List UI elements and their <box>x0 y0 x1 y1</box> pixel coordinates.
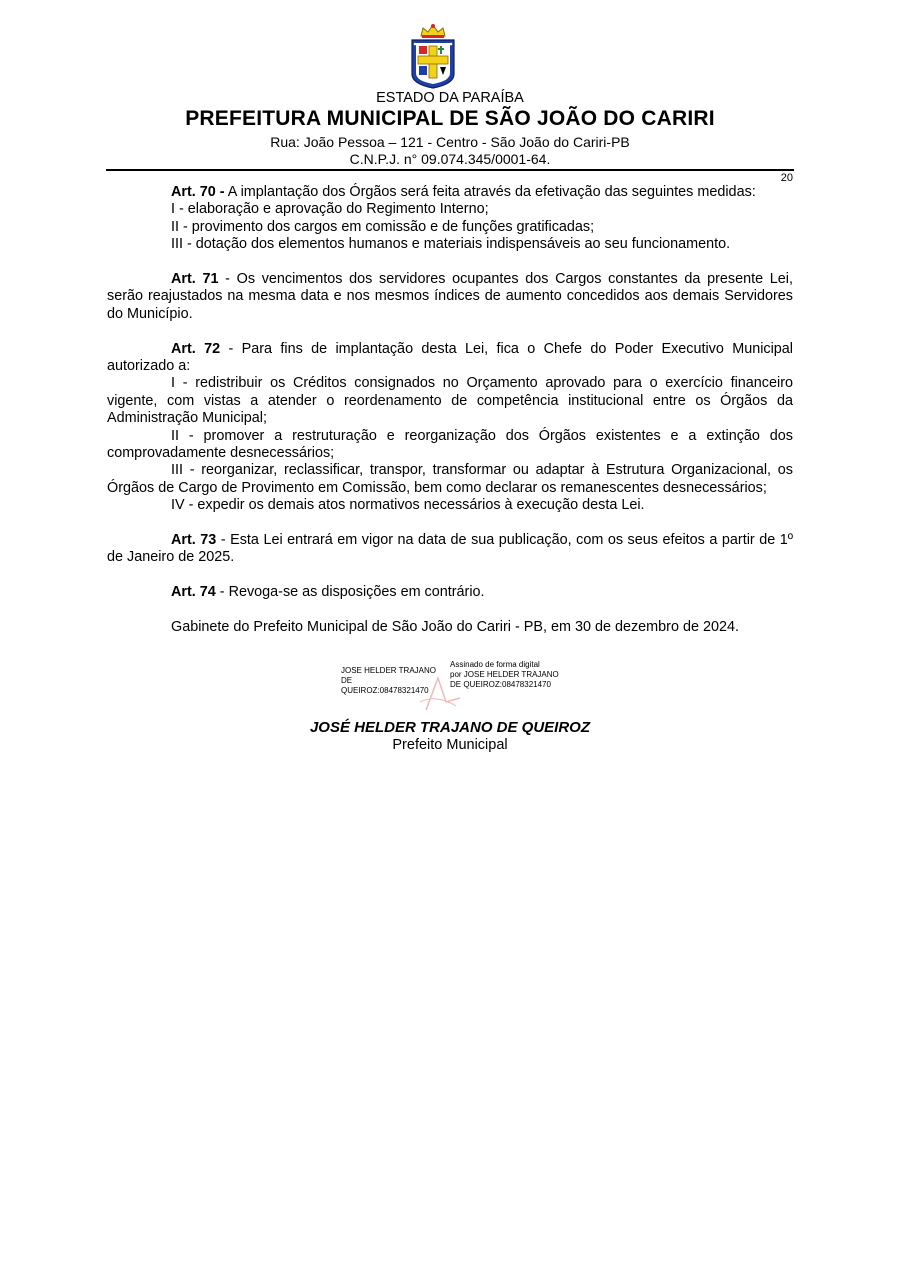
signatory-role: Prefeito Municipal <box>392 737 508 753</box>
signature-details <box>450 660 566 690</box>
article-72-text: - Para fins de implantação desta Lei, fica o Chefe do Poder Executivo Municipal autorizado a: <box>107 340 793 375</box>
article-74-label: Art. 74 <box>171 584 216 601</box>
article-70-item: I - elaboração e aprovação do Regimento Interno; <box>171 201 489 218</box>
article-71 <box>107 271 793 323</box>
header-title: PREFEITURA MUNICIPAL DE SÃO JOÃO DO CARIRI <box>185 107 715 130</box>
article-74 <box>107 584 793 601</box>
signature-left-line: JOSE HELDER TRAJANO DE <box>341 666 436 685</box>
signature-right-line: por JOSE HELDER TRAJANO <box>450 670 559 679</box>
document-body <box>107 184 793 636</box>
article-71-text: - Os vencimentos dos servidores ocupantes dos Cargos constantes da presente Lei, serão reajustados na mesma data e nos mesmos índices de aumento concedidos aos demais Servidores do Município. <box>107 271 794 322</box>
municipal-crest <box>407 22 459 90</box>
signature-right-line: DE QUEIROZ:08478321470 <box>450 680 551 689</box>
article-73 <box>107 532 793 567</box>
article-71-label: Art. 71 <box>171 271 219 288</box>
article-72-label: Art. 72 <box>171 340 221 357</box>
header-divider <box>106 169 794 171</box>
article-72-item: II - promover a restruturação e reorganização dos Órgãos existentes e a extinção dos comprovadamente desnecessários; <box>107 427 793 462</box>
digital-signature-stamp <box>336 658 566 710</box>
signature-left-line: QUEIROZ:08478321470 <box>341 686 429 695</box>
header-cnpj: C.N.P.J. n° 09.074.345/0001-64. <box>349 151 551 167</box>
header-address: Rua: João Pessoa – 121 - Centro - São João do Cariri-PB <box>270 134 630 150</box>
article-72-item: I - redistribuir os Créditos consignados no Orçamento aprovado para o exercício financeiro vigente, com vistas a atender o reordenamento de competência institucional entre os Órgãos da Administração Municipal; <box>107 375 793 427</box>
closing-statement: Gabinete do Prefeito Municipal de São João do Cariri - PB, em 30 de dezembro de 2024. <box>171 619 739 636</box>
article-70-item: II - provimento dos cargos em comissão e de funções gratificadas; <box>171 218 595 235</box>
article-72-item: IV - expedir os demais atos normativos necessários à execução desta Lei. <box>171 497 645 514</box>
article-73-label: Art. 73 <box>171 532 217 549</box>
article-74-text: - Revoga-se as disposições em contrário. <box>215 584 485 601</box>
page-number: 20 <box>780 172 793 184</box>
signature-certificate-name <box>341 666 445 696</box>
article-70 <box>107 184 793 201</box>
article-72-item: III - reorganizar, reclassificar, transpor, transformar ou adaptar à Estrutura Organizacional, os Órgãos de Cargo de Provimento em Comissão, bem como declarar os remanescentes desnecessários; <box>107 462 793 496</box>
article-70-label: Art. 70 - <box>171 184 225 200</box>
article-70-text: A implantação dos Órgãos será feita através da efetivação das seguintes medidas: <box>224 184 756 200</box>
header-state: ESTADO DA PARAÍBA <box>376 90 524 106</box>
article-72 <box>107 341 793 376</box>
article-73-text: - Esta Lei entrará em vigor na data de sua publicação, com os seus efeitos a partir de 1º de Janeiro de 2025. <box>107 532 793 566</box>
signature-right-line: Assinado de forma digital <box>450 660 540 669</box>
article-70-item: III - dotação dos elementos humanos e materiais indispensáveis ao seu funcionamento. <box>171 236 731 253</box>
signatory-name: JOSÉ HELDER TRAJANO DE QUEIROZ <box>309 719 591 736</box>
